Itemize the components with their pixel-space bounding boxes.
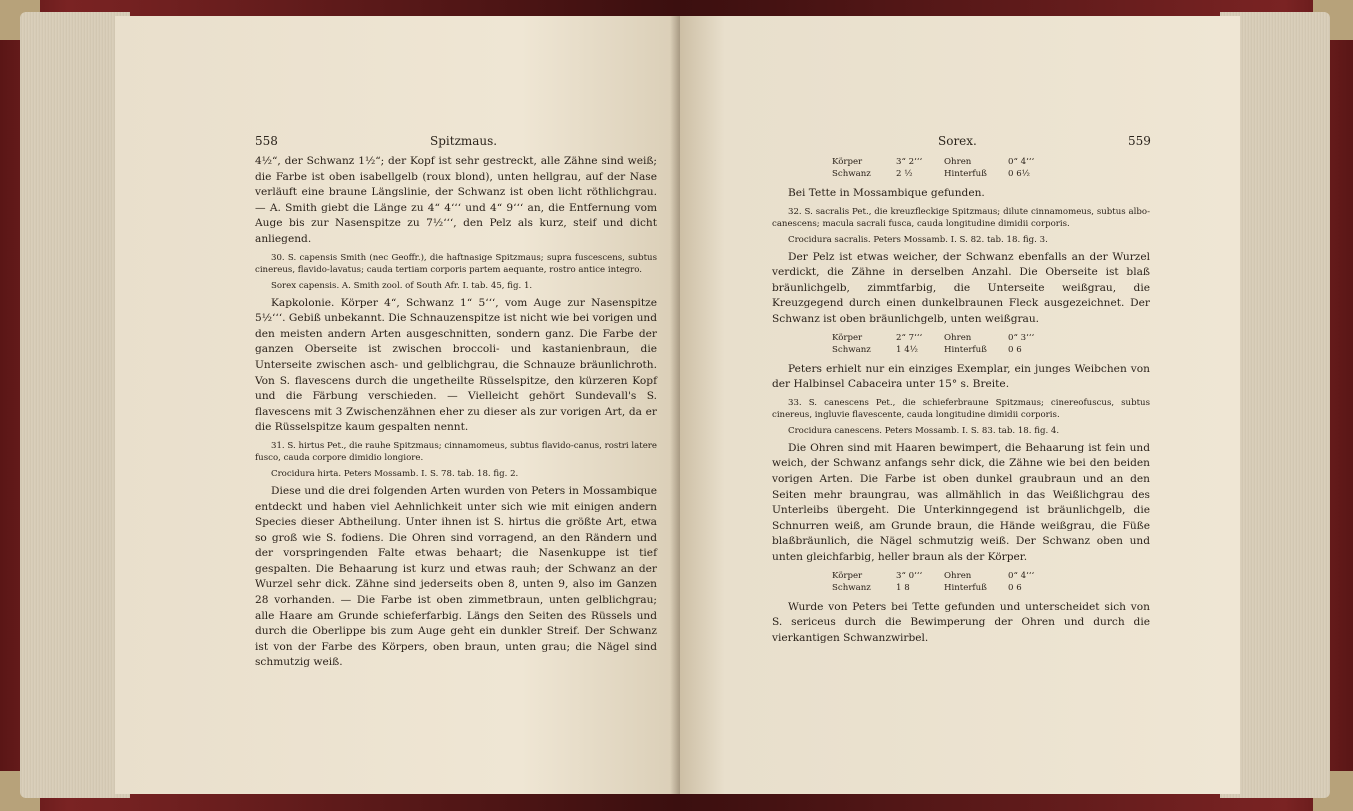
measurement-table: Körper 3“ 0‘‘‘ Ohren 0“ 4‘‘‘ Schwanz 1 8 Hinterfuß 0 6	[832, 570, 1035, 593]
species-reference: Crocidura hirta. Peters Mossamb. I. S. 78. tab. 18. fig. 2.	[271, 468, 519, 479]
running-head: Spitzmaus.	[430, 134, 498, 148]
page-number: 559	[1128, 134, 1151, 148]
running-head: Sorex.	[938, 134, 977, 148]
species-reference: Sorex capensis. A. Smith zool. of South Afr. I. tab. 45, fig. 1.	[271, 280, 533, 291]
paragraph: Wurde von Peters bei Tette gefunden und unterscheidet sich von S. sericeus durch die Bewimperung der Ohren und durch die vierkantigen Schwanzwirbel.	[772, 600, 1150, 644]
paragraph: Peters erhielt nur ein einziges Exemplar, ein junges Weibchen von der Halbinsel Cabaceira unter 15° s. Breite.	[772, 362, 1150, 391]
measurement-table: Körper 2“ 7‘‘‘ Ohren 0“ 3‘‘‘ Schwanz 1 4½ Hinterfuß 0 6	[832, 332, 1035, 355]
species-heading: 33. S. canescens Pet., die schieferbraune Spitzmaus; cinereofuscus, subtus cinereus, ingluvie flavescente, cauda longitudine dimidii corporis.	[772, 397, 1150, 420]
paragraph: Der Pelz ist etwas weicher, der Schwanz ebenfalls an der Wurzel verdickt, die Zähne in derselben Anzahl. Die Oberseite ist blaß bräunlichgelb, zimmtfarbig, die Unterseite weißgrau, die Kreuzgegend durch einen dunkelbraunen Fleck ausgezeichnet. Der Schwanz ist oben bräunlichgelb, unten weißgrau.	[772, 250, 1150, 325]
page-number: 558	[255, 134, 278, 148]
paragraph: 4½“, der Schwanz 1½“; der Kopf ist sehr gestreckt, alle Zähne sind weiß; die Farbe ist oben isabellgelb (roux blond), unten hellgrau, auf der Nase verläuft eine braune Längslinie, der Schwanz ist oben licht röthlichgrau. — A. Smith giebt die Länge zu 4“ 4‘‘‘ und 4“ 9‘‘‘ an, die Entfernung vom Auge bis zur Nasenspitze zu 7½‘‘‘, den Pelz als kurz, steif und dicht anliegend.	[255, 155, 657, 245]
paragraph: Bei Tette in Mossambique gefunden.	[788, 187, 985, 199]
species-reference: Crocidura canescens. Peters Mossamb. I. S. 83. tab. 18. fig. 4.	[788, 425, 1060, 436]
left-page	[115, 16, 695, 794]
species-heading: 31. S. hirtus Pet., die rauhe Spitzmaus; cinnamomeus, subtus flavido-canus, rostri latere fusco, cauda corpore dimidio longiore.	[255, 440, 657, 463]
right-page	[680, 16, 1240, 794]
paragraph: Die Ohren sind mit Haaren bewimpert, die Behaarung ist fein und weich, der Schwanz anfangs sehr dick, die Zähne wie bei den beiden vorigen Arten. Die Farbe ist oben dunkel graubraun und an den Seiten mehr braungrau, was allmählich in das Weißlichgrau des Unterleibs übergeht. Die Unterkinngegend ist bräunlichgelb, die Schnurren weiß, am Grunde braun, die Hände weißgrau, die Füße blaßbräunlich, die Nägel schmutzig weiß. Der Schwanz oben und unten gleichfarbig, heller braun als der Körper.	[772, 441, 1150, 563]
left-text-block	[255, 154, 657, 675]
paragraph: Kapkolonie. Körper 4“, Schwanz 1“ 5‘‘‘, vom Auge zur Nasenspitze 5½‘‘‘. Gebiß unbekannt. Die Schnauzenspitze ist nicht wie bei vorigen und den meisten andern Arten ausgeschnitten, sondern ganz. Die Farbe der ganzen Oberseite ist zwischen broccoli- und kastanienbraun, die Unterseite zwischen asch- und gelblichgrau, die Schnauze bräunlichroth. Von S. flavescens durch die ungetheilte Rüsselspitze, den kürzeren Kopf und die Färbung verschieden. — Vielleicht gehört Sundevall's S. flavescens mit 3 Zwischenzähnen eher zu dieser als zur vorigen Art, da er die Rüsselspitze kaum gespalten nennt.	[255, 296, 657, 434]
species-reference: Crocidura sacralis. Peters Mossamb. I. S. 82. tab. 18. fig. 3.	[788, 234, 1048, 245]
paragraph: Diese und die drei folgenden Arten wurden von Peters in Mossambique entdeckt und haben viel Aehnlichkeit unter sich wie mit einigen andern Species dieser Abtheilung. Unter ihnen ist S. hirtus die größte Art, etwa so groß wie S. fodiens. Die Ohren sind vorragend, an den Rändern und der vorspringenden Falte etwas behaart; die Nasenkuppe ist tief gespalten. Die Behaarung ist kurz und etwas rauh; der Schwanz an der Wurzel sehr dick. Zähne sind jederseits oben 8, unten 9, also im Ganzen 28 vorhanden. — Die Farbe ist oben zimmetbraun, unten gelblichgrau; alle Haare am Grunde schieferfarbig. Längs den Seiten des Rüssels und durch die Oberlippe bis zum Auge geht ein dunkler Streif. Der Schwanz ist von der Farbe des Körpers, oben braun, unten grau; die Nägel sind schmutzig weiß.	[255, 484, 657, 669]
species-heading: 30. S. capensis Smith (nec Geoffr.), die haftnasige Spitzmaus; supra fuscescens, subtus cinereus, flavido-lavatus; cauda tertiam corporis partem aequante, rostro antice integro.	[255, 252, 657, 275]
right-text-block	[772, 154, 1150, 650]
measurement-table: Körper 3“ 2‘‘‘ Ohren 0“ 4‘‘‘ Schwanz 2 ½ Hinterfuß 0 6½	[832, 157, 1035, 179]
page-edges-left	[20, 12, 130, 798]
species-heading: 32. S. sacralis Pet., die kreuzfleckige Spitzmaus; dilute cinnamomeus, subtus albo-canescens; macula sacrali fusca, cauda longitudine dimidii corporis.	[772, 206, 1150, 229]
